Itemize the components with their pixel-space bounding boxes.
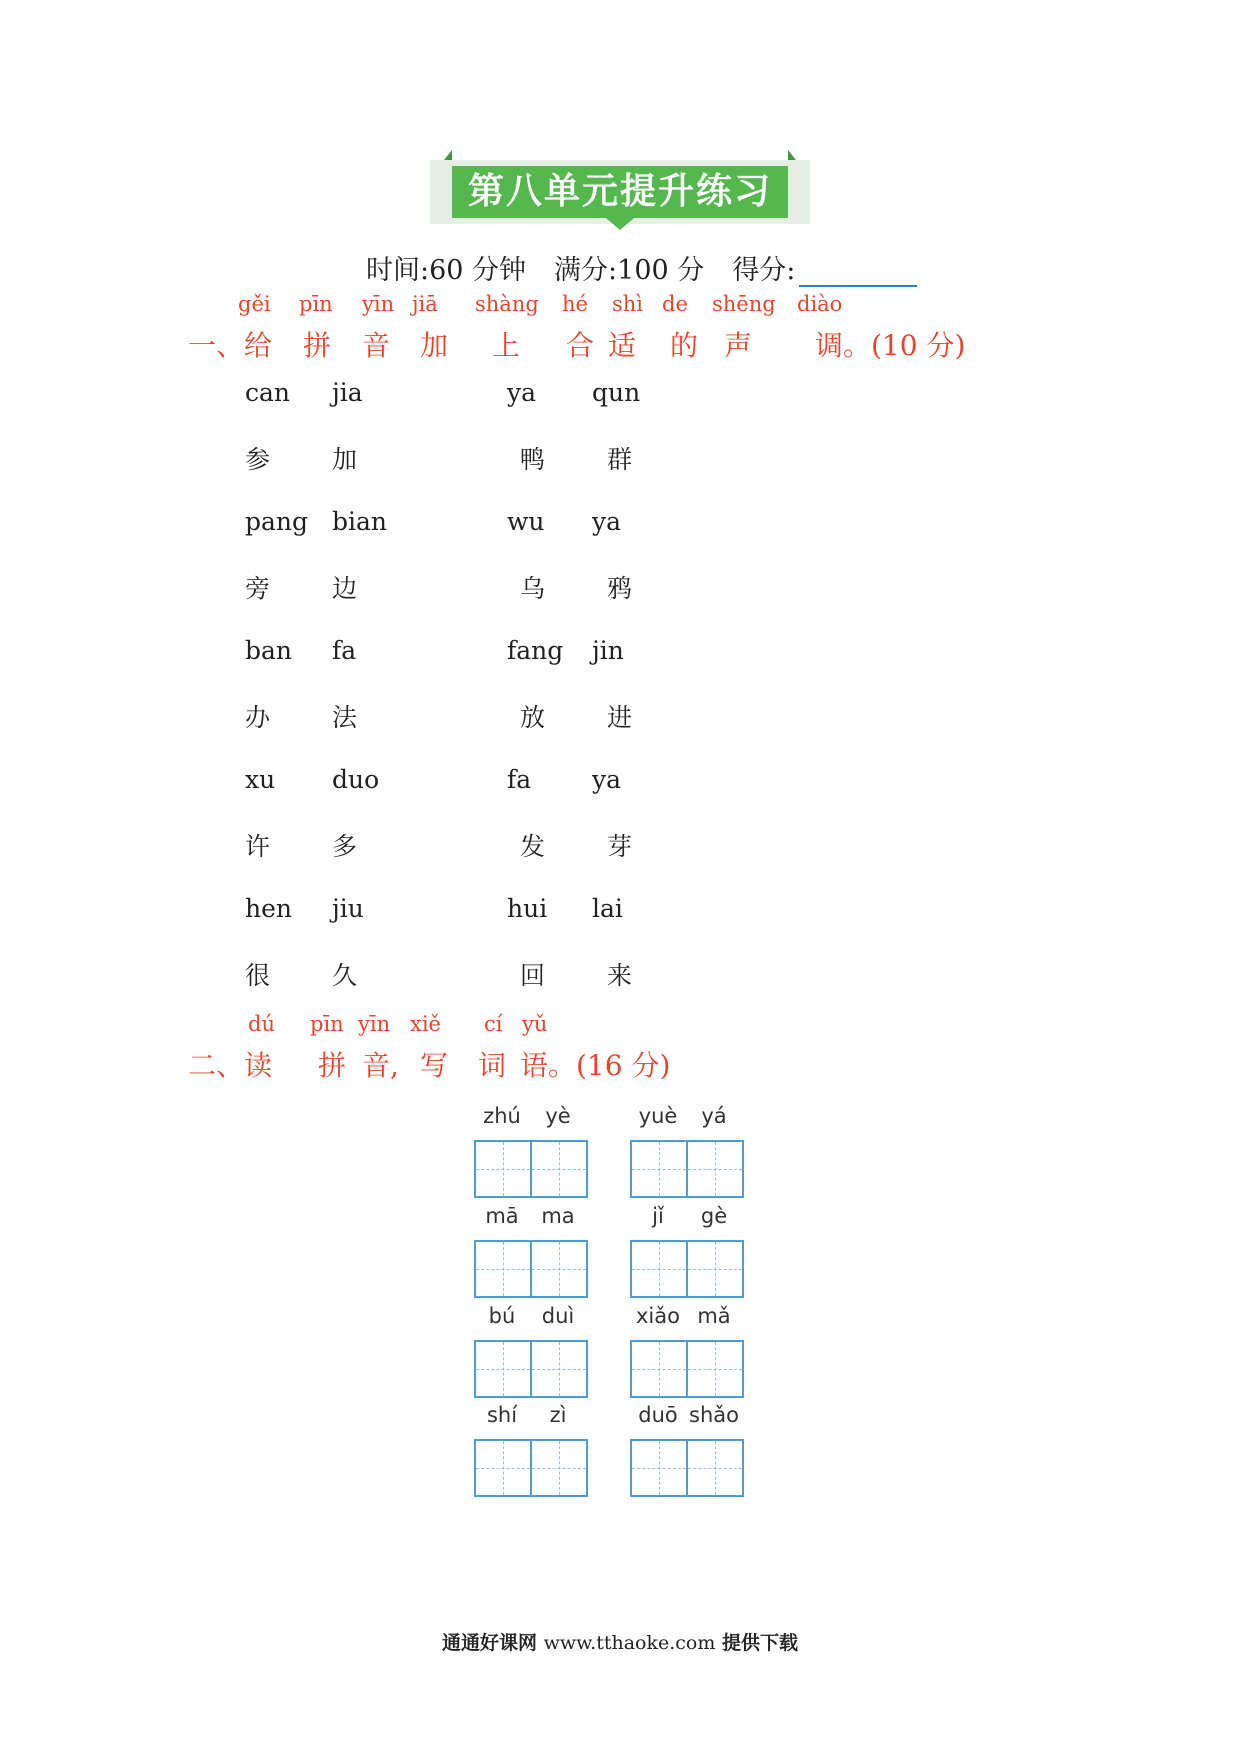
grid-pinyin: yá bbox=[701, 1104, 727, 1128]
hanzi-word: 乌 bbox=[520, 574, 546, 603]
pinyin-word: ya bbox=[507, 378, 537, 407]
grid-pinyin: ma bbox=[541, 1204, 575, 1228]
title-notch bbox=[606, 218, 634, 230]
tianzige-box[interactable] bbox=[474, 1340, 588, 1398]
hanzi-word: 来 bbox=[607, 961, 633, 990]
section-2-char: 音, bbox=[362, 1049, 399, 1082]
hanzi-word: 边 bbox=[332, 574, 358, 603]
grid-pinyin: bú bbox=[488, 1304, 516, 1328]
section-1-pinyin: pīn bbox=[299, 292, 333, 316]
hanzi-word: 回 bbox=[520, 961, 546, 990]
grid-guide bbox=[632, 1468, 742, 1469]
pinyin-word: hen bbox=[245, 894, 292, 923]
tianzige-box[interactable] bbox=[474, 1240, 588, 1298]
section-1-char: 的 bbox=[670, 329, 699, 362]
grid-pinyin: duì bbox=[541, 1304, 575, 1328]
section-1-pinyin: gěi bbox=[238, 292, 271, 316]
hanzi-word: 放 bbox=[520, 703, 546, 732]
pinyin-word: hui bbox=[507, 894, 548, 923]
tianzige-box[interactable] bbox=[630, 1240, 744, 1298]
footer-tail: 提供下载 bbox=[722, 1632, 799, 1654]
pinyin-word: fa bbox=[332, 636, 357, 665]
grid-guide bbox=[476, 1468, 586, 1469]
grid-pinyin: xiǎo bbox=[636, 1304, 680, 1328]
grid-guide bbox=[632, 1369, 742, 1370]
section-2-pinyin: pīn bbox=[310, 1012, 344, 1036]
hanzi-word: 发 bbox=[520, 832, 546, 861]
section-1-pinyin: shēng bbox=[712, 292, 776, 316]
pinyin-word: jin bbox=[592, 636, 624, 665]
hanzi-word: 很 bbox=[245, 961, 271, 990]
grid-pinyin: yuè bbox=[638, 1104, 678, 1128]
hanzi-word: 许 bbox=[245, 832, 271, 861]
tianzige-box[interactable] bbox=[630, 1439, 744, 1497]
pinyin-word: jiu bbox=[332, 894, 364, 923]
grid-pinyin: gè bbox=[700, 1204, 728, 1228]
section-1-char: 适 bbox=[608, 329, 637, 362]
hanzi-word: 参 bbox=[245, 445, 271, 474]
pinyin-word: bian bbox=[332, 507, 388, 536]
section-1-pinyin: jiā bbox=[412, 292, 438, 316]
pinyin-word: ya bbox=[592, 507, 622, 536]
section-1-char: 声 bbox=[724, 329, 753, 362]
grid-pinyin: zhú bbox=[483, 1104, 521, 1128]
pinyin-word: ban bbox=[245, 636, 293, 665]
section-1-char: 拼 bbox=[303, 329, 332, 362]
score-label: 得分: bbox=[732, 255, 796, 286]
page-title: 第八单元提升练习 bbox=[452, 166, 788, 218]
score-blank[interactable] bbox=[799, 261, 917, 287]
section-2-char: 语。(16 分) bbox=[520, 1049, 671, 1082]
grid-pinyin: mā bbox=[485, 1204, 519, 1228]
hanzi-word: 久 bbox=[332, 961, 358, 990]
section-2-char: 拼 bbox=[318, 1049, 347, 1082]
pinyin-word: fang bbox=[507, 636, 564, 665]
section-1-char: 上 bbox=[492, 329, 521, 362]
grid-pinyin: mǎ bbox=[697, 1304, 731, 1328]
section-1-char: 加 bbox=[420, 329, 449, 362]
hanzi-word: 群 bbox=[607, 445, 633, 474]
grid-guide bbox=[476, 1169, 586, 1170]
pinyin-word: fa bbox=[507, 765, 532, 794]
section-1-pinyin: yīn bbox=[362, 292, 395, 316]
footer bbox=[0, 1628, 1240, 1655]
section-1-char: 音 bbox=[362, 329, 391, 362]
section-2-pinyin: yǔ bbox=[522, 1012, 548, 1036]
hanzi-word: 办 bbox=[245, 703, 271, 732]
grid-pinyin: shí bbox=[486, 1403, 518, 1427]
section-1-pinyin: shàng bbox=[475, 292, 539, 316]
pinyin-word: pang bbox=[245, 507, 309, 536]
tianzige-box[interactable] bbox=[630, 1340, 744, 1398]
grid-pinyin: zì bbox=[549, 1403, 567, 1427]
pinyin-word: wu bbox=[507, 507, 545, 536]
section-1-pinyin: hé bbox=[562, 292, 588, 316]
pinyin-word: qun bbox=[592, 378, 641, 407]
grid-guide bbox=[476, 1369, 586, 1370]
tianzige-box[interactable] bbox=[630, 1140, 744, 1198]
hanzi-word: 法 bbox=[332, 703, 358, 732]
pinyin-word: xu bbox=[245, 765, 276, 794]
section-1-pinyin: de bbox=[662, 292, 688, 316]
hanzi-word: 旁 bbox=[245, 574, 271, 603]
footer-url[interactable]: www.tthaoke.com bbox=[543, 1632, 716, 1654]
pinyin-word: lai bbox=[592, 894, 623, 923]
title-banner bbox=[430, 160, 810, 238]
pinyin-word: jia bbox=[332, 378, 363, 407]
grid-guide bbox=[632, 1269, 742, 1270]
grid-pinyin: jǐ bbox=[652, 1204, 664, 1228]
section-2-pinyin: yīn bbox=[358, 1012, 391, 1036]
section-1-char: 合 bbox=[566, 329, 595, 362]
tianzige-box[interactable] bbox=[474, 1140, 588, 1198]
hanzi-word: 芽 bbox=[607, 832, 633, 861]
exam-meta bbox=[366, 248, 945, 287]
section-2-char: 词 bbox=[478, 1049, 507, 1082]
hanzi-word: 鸭 bbox=[520, 445, 546, 474]
pinyin-word: ya bbox=[592, 765, 622, 794]
pinyin-word: can bbox=[245, 378, 291, 407]
grid-pinyin: duō bbox=[638, 1403, 678, 1427]
section-1-pinyin: shì bbox=[612, 292, 644, 316]
grid-guide bbox=[632, 1169, 742, 1170]
section-2-pinyin: cí bbox=[484, 1012, 503, 1036]
section-2-char: 写 bbox=[420, 1049, 449, 1082]
footer-site: 通通好课网 bbox=[441, 1632, 537, 1654]
tianzige-box[interactable] bbox=[474, 1439, 588, 1497]
banner-corner-left bbox=[444, 150, 452, 160]
section-1-char: 调。(10 分) bbox=[815, 329, 966, 362]
grid-pinyin: yè bbox=[545, 1104, 571, 1128]
grid-guide bbox=[476, 1269, 586, 1270]
pinyin-word: duo bbox=[332, 765, 380, 794]
banner-corner-right bbox=[788, 150, 796, 160]
section-2-char: 二、读 bbox=[188, 1049, 273, 1082]
section-1-char: 一、给 bbox=[188, 329, 273, 362]
hanzi-word: 多 bbox=[332, 832, 358, 861]
hanzi-word: 鸦 bbox=[607, 574, 633, 603]
hanzi-word: 加 bbox=[332, 445, 358, 474]
grid-pinyin: shǎo bbox=[689, 1403, 739, 1427]
time-limit: 时间:60 分钟 bbox=[366, 255, 527, 286]
section-2-pinyin: dú bbox=[248, 1012, 275, 1036]
full-score: 满分:100 分 bbox=[554, 255, 705, 286]
section-2-pinyin: xiě bbox=[410, 1012, 441, 1036]
hanzi-word: 进 bbox=[607, 703, 633, 732]
section-1-pinyin: diào bbox=[797, 292, 843, 316]
